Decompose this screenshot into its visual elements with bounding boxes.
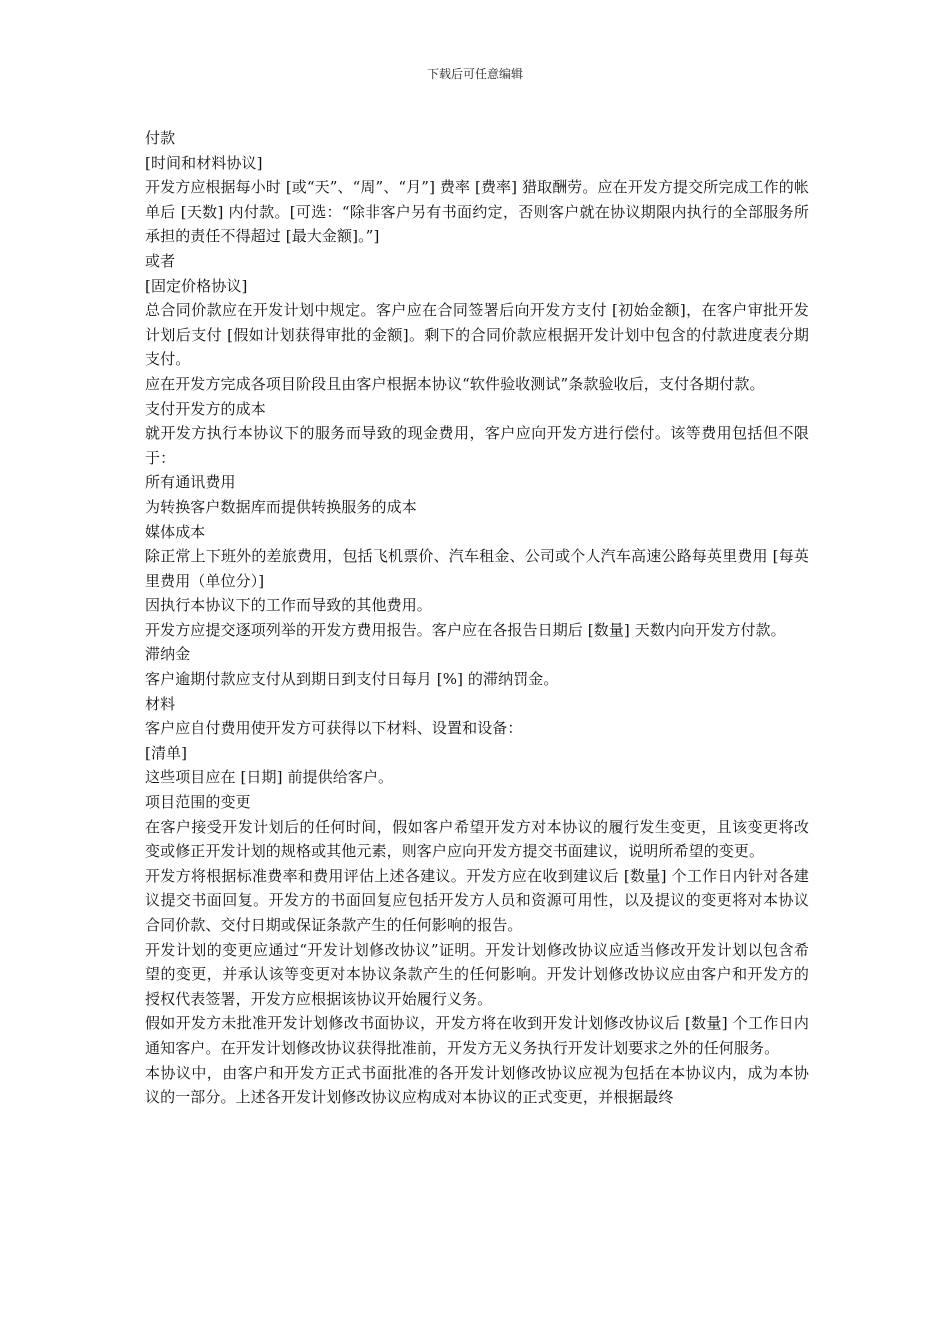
paragraph: 开发计划的变更应通过“开发计划修改协议”证明。开发计划修改协议应适当修改开发计划以包含希望的变更，并承认该等变更对本协议条款产生的任何影响。开发计划修改协议应由客户和开发方的授权代表签署，开发方应根据该协议开始履行义务。	[145, 940, 809, 1008]
paragraph: 这些项目应在 [日期] 前提供给客户。	[145, 768, 394, 787]
or-separator: 或者	[145, 251, 176, 270]
paragraph: 在客户接受开发计划后的任何时间，假如客户希望开发方对本协议的履行发生变更，且该变更将改变或修正开发计划的规格或其他元素，则客户应向开发方提交书面建议，说明所希望的变更。	[145, 817, 809, 861]
section-heading-materials: 材料	[145, 694, 176, 713]
page-header: 下载后可任意编辑	[426, 67, 523, 81]
paragraph: 本协议中，由客户和开发方正式书面批准的各开发计划修改协议应视为包括在本协议内，成为本协议的一部分。上述各开发计划修改协议应构成对本协议的正式变更，并根据最终	[145, 1063, 809, 1107]
option-label-fixed-price: [固定价格协议]	[145, 276, 248, 295]
paragraph: 总合同价款应在开发计划中规定。客户应在合同签署后向开发方支付 [初始金额]，在客户审批开发计划后支付 [假如计划获得审批的金额]。剩下的合同价款应根据开发计划中包含的付款进度表分期支付。	[145, 301, 809, 369]
list-item: 媒体成本	[145, 522, 206, 541]
document-body	[145, 126, 809, 1110]
section-heading-scope-change: 项目范围的变更	[145, 793, 251, 812]
paragraph: 就开发方执行本协议下的服务而导致的现金费用，客户应向开发方进行偿付。该等费用包括但不限于：	[145, 424, 809, 467]
paragraph: 开发方应提交逐项列举的开发方费用报告。客户应在各报告日期后 [数量] 天数内向开发方付款。	[145, 620, 786, 639]
paragraph: 客户应自付费用使开发方可获得以下材料、设置和设备：	[145, 719, 523, 738]
list-item: 为转换客户数据库而提供转换服务的成本	[145, 497, 417, 516]
list-item: 所有通讯费用	[145, 473, 236, 492]
list-item: 因执行本协议下的工作而导致的其他费用。	[145, 596, 432, 615]
section-heading-developer-costs: 支付开发方的成本	[145, 399, 266, 418]
paragraph: 客户逾期付款应支付从到期日到支付日每月 [%] 的滞纳罚金。	[145, 670, 559, 689]
option-label-time-materials: [时间和材料协议]	[145, 153, 263, 172]
paragraph: 应在开发方完成各项目阶段且由客户根据本协议“软件验收测试”条款验收后，支付各期付款。	[145, 374, 765, 393]
paragraph: 开发方将根据标准费率和费用评估上述各建议。开发方应在收到建议后 [数量] 个工作日内针对各建议提交书面回复。开发方的书面回复应包括开发方人员和资源可用性，以及提议的变更将对本协议合同价款、交付日期或保证条款产生的任何影响的报告。	[145, 866, 809, 934]
section-heading-payment: 付款	[145, 129, 176, 147]
section-heading-late-fee: 滞纳金	[145, 645, 191, 664]
paragraph: 开发方应根据每小时 [或“天”、“周”、“月”] 费率 [费率] 猎取酬劳。应在开发方提交所完成工作的帐单后 [天数] 内付款。[可选：“除非客户另有书面约定，否则客户就在协议期限内执行的全部服务所承担的责任不得超过 [最大金额]。”]	[145, 178, 809, 246]
list-placeholder: [清单]	[145, 743, 188, 762]
list-item: 除正常上下班外的差旅费用，包括飞机票价、汽车租金、公司或个人汽车高速公路每英里费用 [每英里费用（单位分）]	[145, 547, 809, 590]
paragraph: 假如开发方未批准开发计划修改书面协议，开发方将在收到开发计划修改协议后 [数量] 个工作日内通知客户。在开发计划修改协议获得批准前，开发方无义务执行开发计划要求之外的任何服务。	[145, 1014, 809, 1057]
